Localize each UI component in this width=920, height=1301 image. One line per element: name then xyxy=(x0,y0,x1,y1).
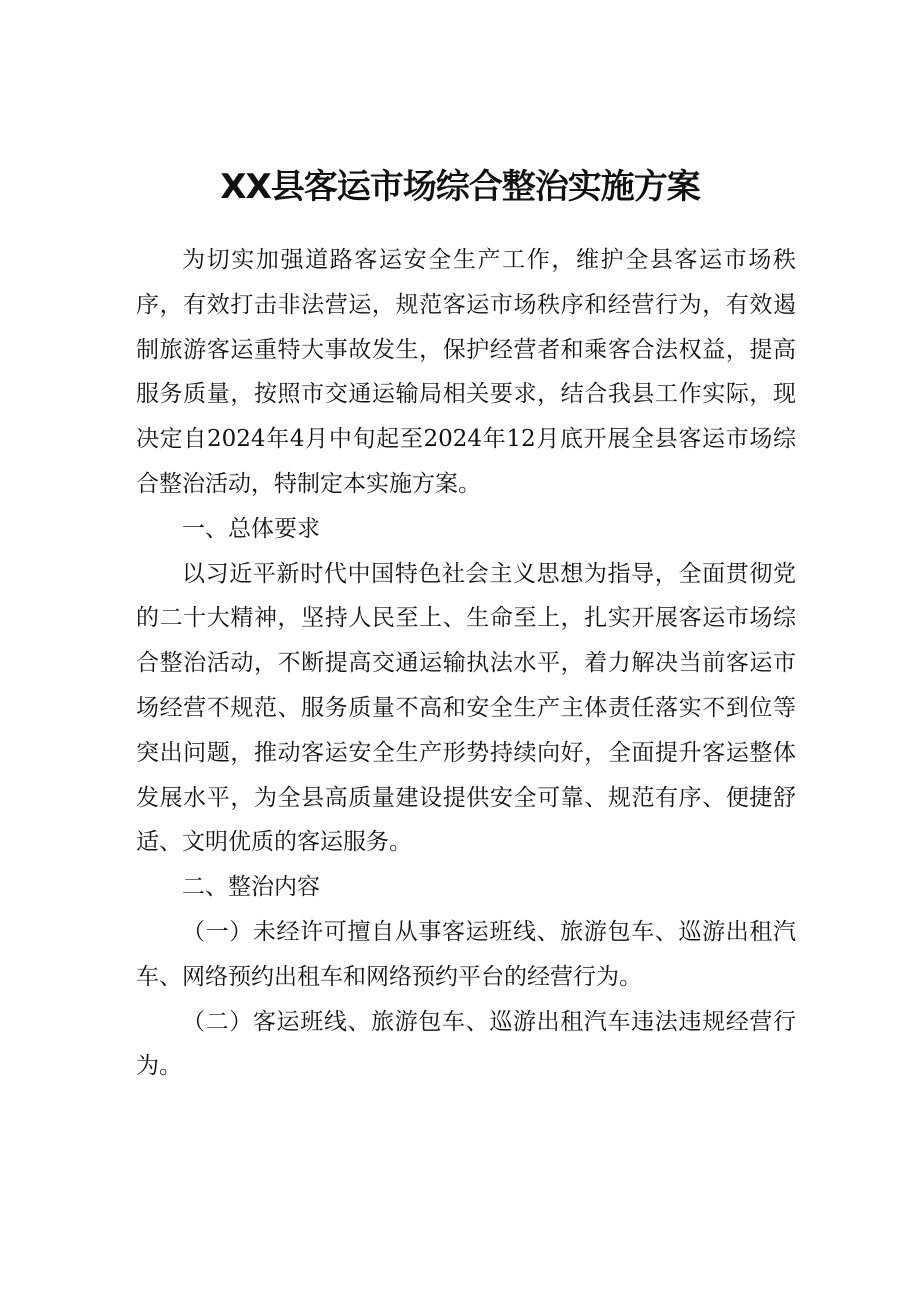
rectification-item-1: （一）未经许可擅自从事客运班线、旅游包车、巡游出租汽车、网络预约出租车和网络预约平台的经营行为。 xyxy=(136,918,796,990)
rectification-item-2: （二）客运班线、旅游包车、巡游出租汽车违法违规经营行为。 xyxy=(136,1008,796,1080)
general-requirements-paragraph: 以习近平新时代中国特色社会主义思想为指导，全面贯彻党的二十大精神，坚持人民至上、生命至上，扎实开展客运市场综合整治活动，不断提高交通运输执法水平，着力解决当前客运市场经营不规范、服务质量不高和安全生产主体责任落实不到位等突出问题，推动客运安全生产形势持续向好，全面提升客运整体发展水平，为全县高质量建设提供安全可靠、规范有序、便捷舒适、文明优质的客运服务。 xyxy=(136,560,796,856)
document-title: XX县客运市场综合整治实施方案 xyxy=(220,167,700,207)
section-heading-general-requirements: 一、总体要求 xyxy=(182,515,320,542)
document-body xyxy=(136,238,796,1089)
intro-paragraph: 为切实加强道路客运安全生产工作，维护全县客运市场秩序，有效打击非法营运，规范客运市场秩序和经营行为，有效遏制旅游客运重特大事故发生，保护经营者和乘客合法权益，提高服务质量，按照市交通运输局相关要求，结合我县工作实际，现决定自2024年4月中旬起至2024年12月底开展全县客运市场综合整治活动，特制定本实施方案。 xyxy=(136,247,796,497)
section-heading-rectification-content: 二、整治内容 xyxy=(182,874,320,901)
